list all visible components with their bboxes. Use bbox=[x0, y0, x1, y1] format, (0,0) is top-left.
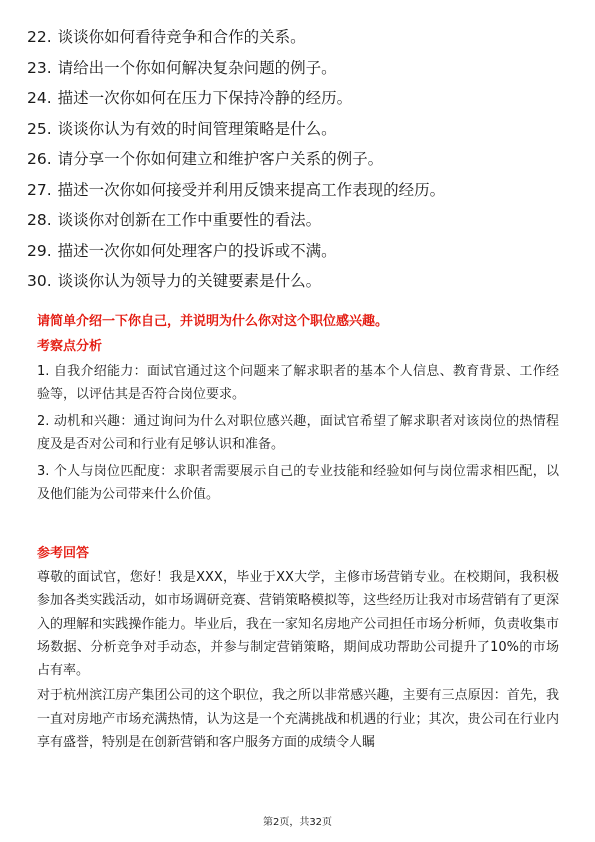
question-text: 请分享一个你如何建立和维护客户关系的例子。 bbox=[57, 150, 384, 168]
list-item bbox=[27, 53, 572, 84]
list-item bbox=[27, 175, 572, 206]
question-number: 26. bbox=[27, 150, 52, 168]
answer-paragraph: 对于杭州滨江房产集团公司的这个职位，我之所以非常感兴趣，主要有三点原因：首先，我一直对房地产市场充满热情，认为这是一个充满挑战和机遇的行业；其次，贵公司在行业内享有盛誉，特别是在创新营销和客户服务方面的成绩令人瞩 bbox=[37, 688, 559, 751]
answer-section bbox=[37, 566, 559, 756]
analysis-point: 1. 自我介绍能力：面试官通过这个问题来了解求职者的基本个人信息、教育背景、工作经验等，以评估其是否符合岗位要求。 bbox=[37, 364, 559, 402]
analysis-section bbox=[37, 360, 559, 510]
question-text: 谈谈你认为有效的时间管理策略是什么。 bbox=[57, 119, 337, 138]
question-text: 谈谈你对创新在工作中重要性的看法。 bbox=[57, 211, 322, 229]
analysis-point: 2. 动机和兴趣：通过询问为什么对职位感兴趣，面试官希望了解求职者对该岗位的热情程度及是否对公司和行业有足够认识和准备。 bbox=[37, 414, 559, 452]
question-text: 描述一次你如何接受并利用反馈来提高工作表现的经历。 bbox=[57, 180, 446, 199]
featured-question: 请简单介绍一下你自己，并说明为什么你对这个职位感兴趣。 bbox=[37, 314, 389, 329]
question-number: 24. bbox=[27, 89, 52, 107]
question-number: 25. bbox=[27, 119, 52, 138]
list-item bbox=[27, 205, 572, 236]
question-text: 请给出一个你如何解决复杂问题的例子。 bbox=[57, 58, 337, 77]
answer-heading: 参考回答 bbox=[37, 546, 90, 561]
question-number: 30. bbox=[27, 272, 52, 290]
question-number: 28. bbox=[27, 211, 52, 229]
list-item bbox=[27, 22, 572, 53]
analysis-point: 3. 个人与岗位匹配度：求职者需要展示自己的专业技能和经验如何与岗位需求相匹配，以及他们能为公司带来什么价值。 bbox=[37, 464, 559, 502]
question-list bbox=[27, 22, 572, 297]
question-number: 29. bbox=[27, 241, 52, 260]
page-footer: 第2页，共32页 bbox=[262, 817, 333, 828]
question-text: 谈谈你如何看待竞争和合作的关系。 bbox=[57, 28, 306, 46]
analysis-heading: 考察点分析 bbox=[37, 339, 103, 354]
question-text: 描述一次你如何处理客户的投诉或不满。 bbox=[57, 241, 337, 260]
list-item bbox=[27, 114, 572, 145]
list-item bbox=[27, 144, 572, 175]
question-number: 23. bbox=[27, 58, 52, 77]
question-number: 27. bbox=[27, 180, 52, 199]
list-item bbox=[27, 236, 572, 267]
question-number: 22. bbox=[27, 28, 52, 46]
question-text: 描述一次你如何在压力下保持冷静的经历。 bbox=[57, 89, 353, 107]
answer-paragraph: 尊敬的面试官，您好！我是XXX，毕业于XX大学，主修市场营销专业。在校期间，我积极参加各类实践活动，如市场调研竞赛、营销策略模拟等，这些经历让我对市场营销有了更深入的理解和实践操作能力。毕业后，我在一家知名房地产公司担任市场分析师，负责收集市场数据、分析竞争对手动态，并参与制定营销策略，期间成功帮助公司提升了10%的市场占有率。 bbox=[37, 570, 559, 679]
list-item bbox=[27, 266, 572, 297]
list-item bbox=[27, 83, 572, 114]
question-text: 谈谈你认为领导力的关键要素是什么。 bbox=[57, 272, 322, 290]
